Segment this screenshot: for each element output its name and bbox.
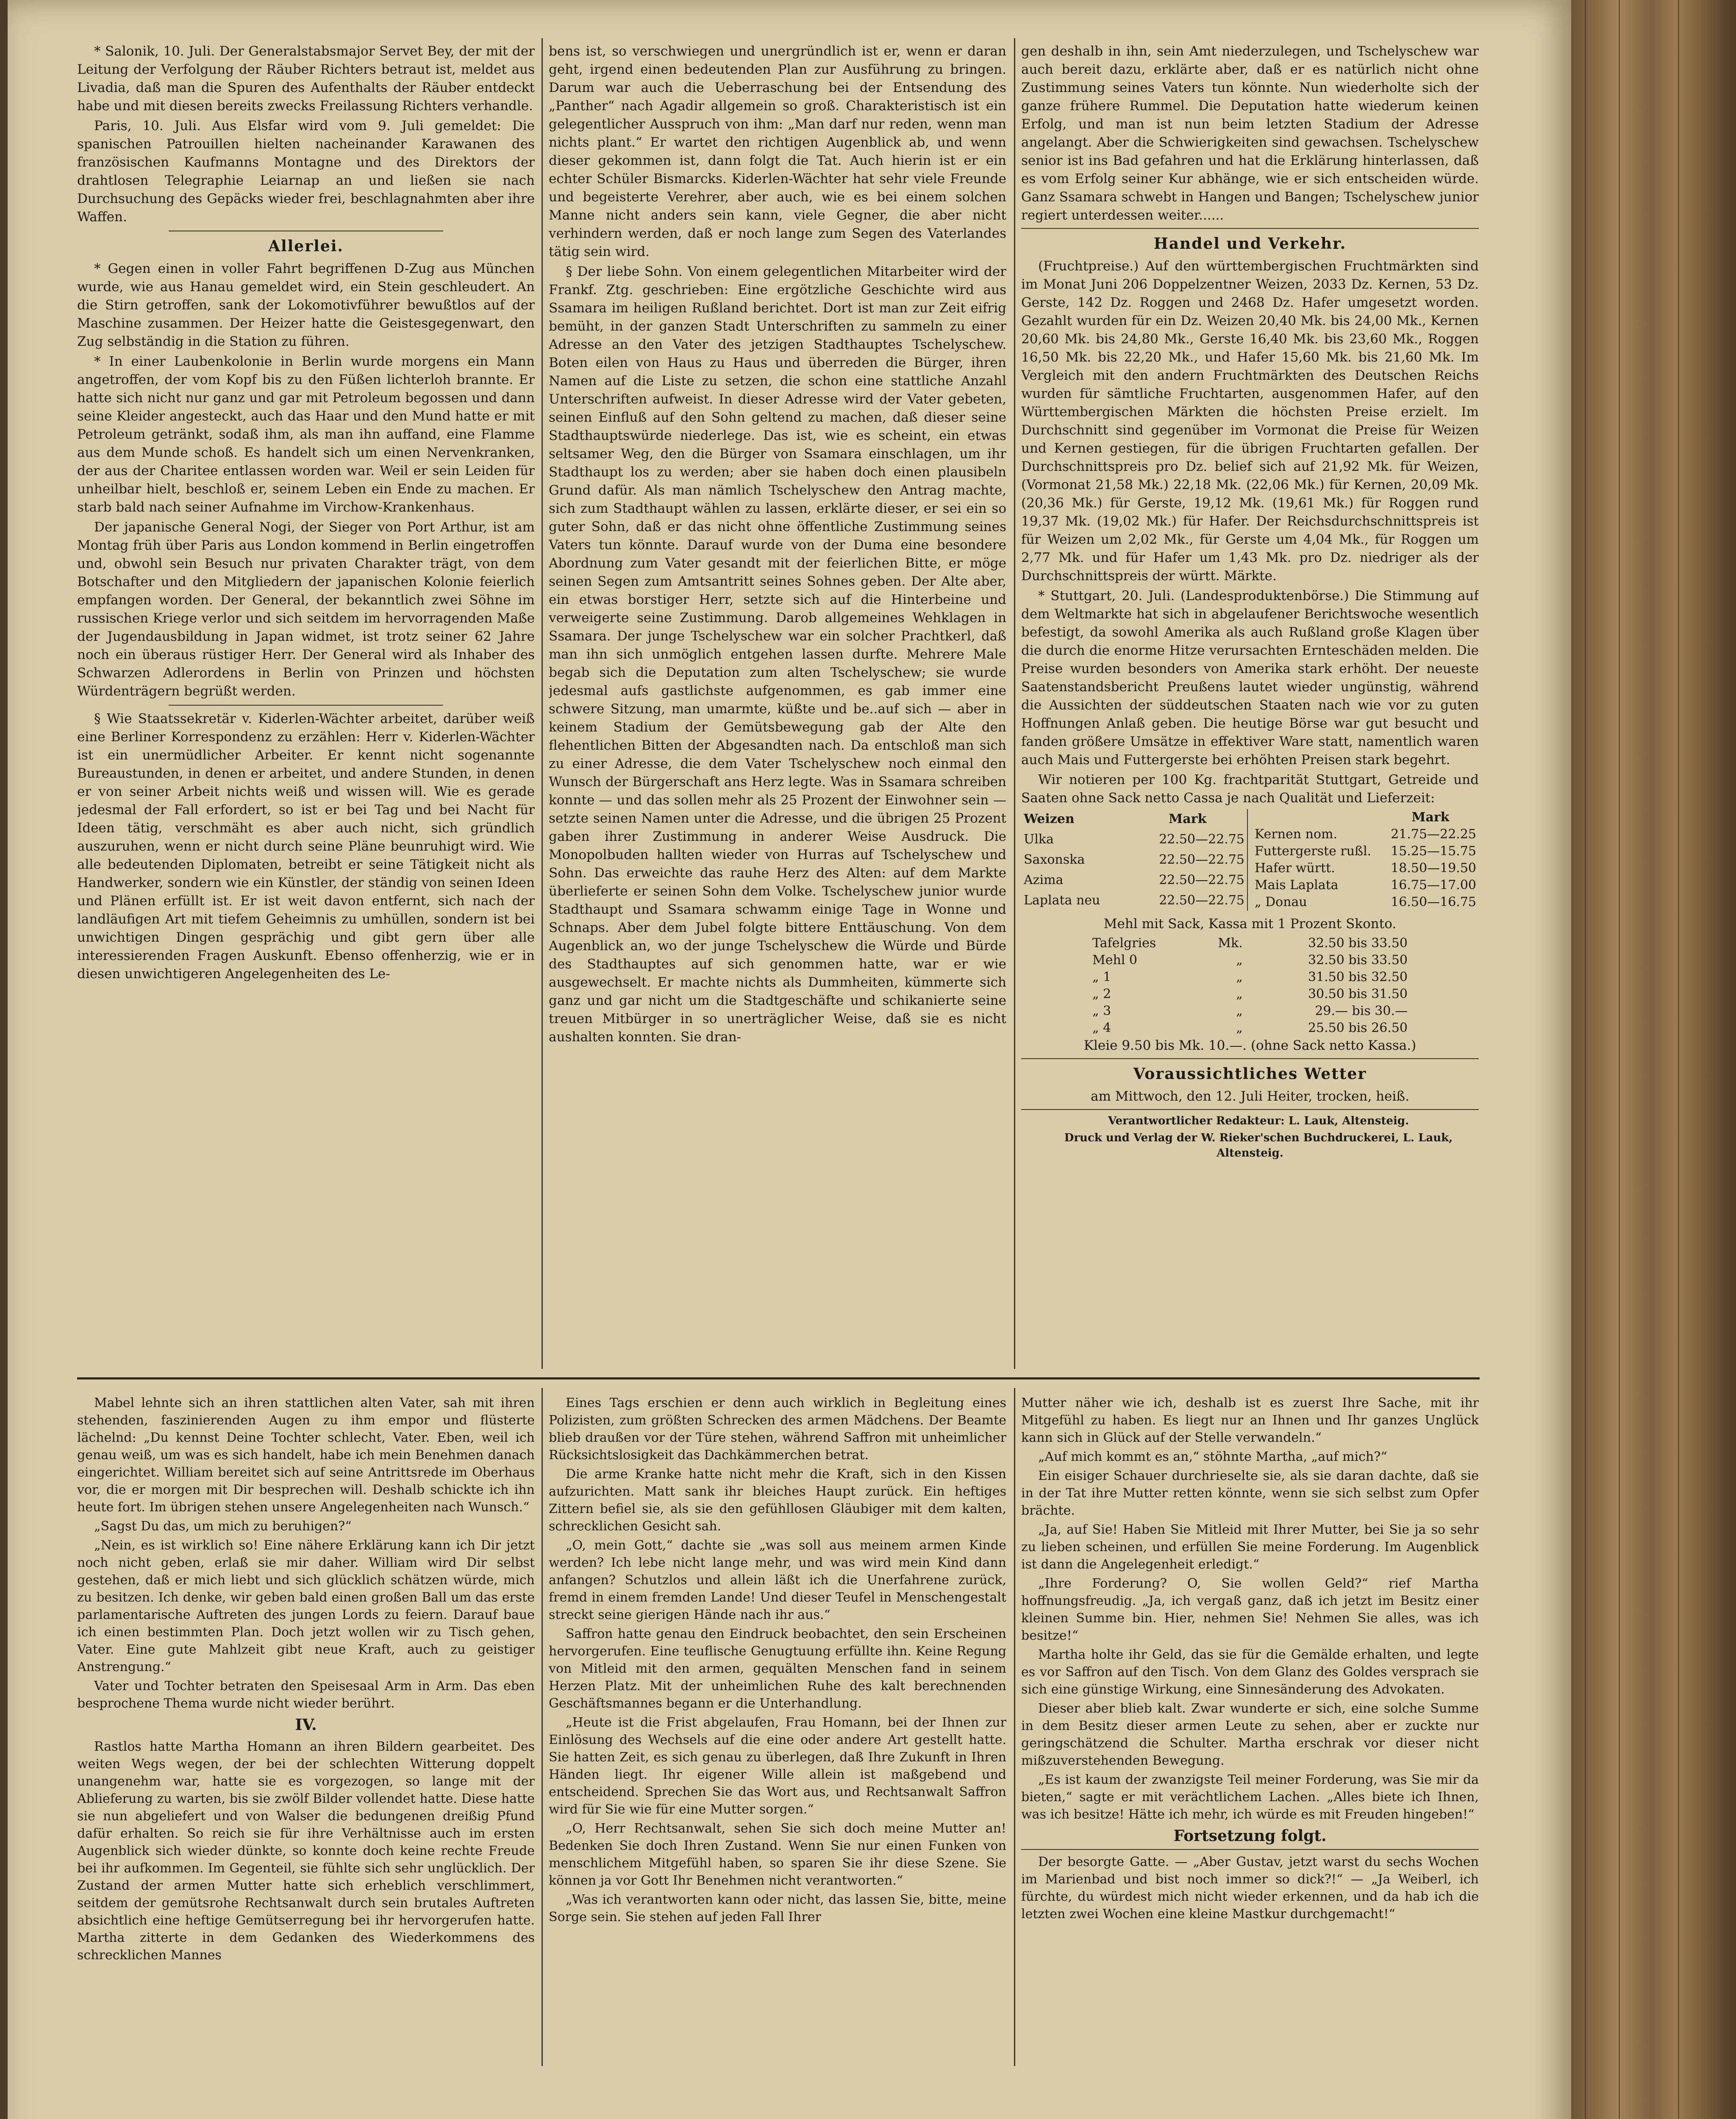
story-paragraph: „O, Herr Rechtsanwalt, sehen Sie sich doch meine Mutter an! Bedenken Sie doch Ihren Zustand. Wenn Sie nur einen Funken von menschlichem Mitgefühl haben, so sparen Sie ihr diese Szene. Sie können ja vor Gott Ihr Benehmen nicht verantworten.“	[549, 1821, 1006, 1888]
price-cell: 21.75—22.25	[1391, 827, 1476, 842]
price-cell: „	[1236, 1021, 1243, 1035]
price-cell: 22.50—22.75	[1159, 873, 1244, 887]
price-header-cell: Mark	[1169, 812, 1207, 826]
price-cell: Mehl 0	[1092, 953, 1138, 968]
article-kiderlen-continued: bens ist, so verschwiegen und unergründlich ist er, wenn er daran geht, irgend einen bedeutenden Plan zur Ausführung zu bringen. Darum war auch die Ueberraschung bei der Entsendung des „Panther“ nach Agadir allgemein so groß. Charakteristisch ist ein gelegentlicher Ausspruch von ihm: „Man darf nur reden, wenn man nichts plant.“ Er wartet den richtigen Augenblick ab, und wenn dieser gekommen ist, dann folgt die Tat. Auch hierin ist er ein echter Schüler Bismarcks. Kiderlen-Wächter hat sehr viele Freunde und begeisterte Verehrer, aber auch, wie es bei einem solchen Manne nicht anders sein kann, viele Gegner, die aber nicht verhindern werden, daß er noch lange zum Segen des Vaterlandes tätig sein wird.	[549, 44, 1006, 259]
price-table-other	[1252, 809, 1479, 911]
price-row	[1090, 969, 1410, 986]
price-row	[1021, 850, 1247, 870]
price-header	[1252, 809, 1479, 826]
stuttgart-boerse: * Stuttgart, 20. Juli. (Landesproduktenbörse.) Die Stimmung auf dem Weltmarkte hat sich in abgelaufener Berichtswoche wesentlich befestigt, da sowohl Amerika als auch Rußland große Klagen über die durch die enorme Hitze verursachten Ernteschäden melden. Die Preise wurden besonders von Amerika stark erhöht. Der neueste Saatenstandsbericht Preußens lautet wieder ungünstig, während die Aussichten der süddeutschen Staaten nach wie vor zu guten Hoffnungen Anlaß geben. Die heutige Börse war gut besucht und fanden größere Umsätze in effektiver Ware statt, namentlich waren auch Mais und Futtergerste bei erhöhten Preisen stark begehrt.	[1021, 588, 1479, 768]
upper-column-2	[549, 42, 1006, 1369]
feuilleton-column-2	[549, 1394, 1006, 2055]
story-paragraph: Mabel lehnte sich an ihren stattlichen alten Vater, sah mit ihren stehenden, faszinierenden Augen zu ihm empor und flüsterte lächelnd: „Du kennst Deine Tochter schlecht, Vater. Eben, weil ich genau weiß, um was es sich handelt, habe ich mein Benehmen danach eingerichtet. William bereitet sich auf seine Antrittsrede im Oberhaus vor, die er morgen mit Dir besprechen will. Deshalb schickte ich ihn heute fort. Im übrigen stehen unsere Angelegenheiten nach Wunsch.“	[77, 1396, 535, 1515]
price-cell: 22.50—22.75	[1159, 893, 1244, 908]
section-divider	[77, 1377, 1480, 1379]
story-paragraph: Die arme Kranke hatte nicht mehr die Kraft, sich in den Kissen aufzurichten. Matt sank ihr bleiches Haupt zurück. Ein heftiges Zittern befiel sie, als sie den gefühllosen Gläubiger mit dem kalten, schrecklichen Gesicht sah.	[549, 1467, 1006, 1534]
price-row	[1090, 1020, 1410, 1037]
price-cell: 31.50 bis 32.50	[1308, 970, 1408, 984]
column-rule	[1014, 38, 1015, 1369]
book-binding	[1568, 0, 1736, 2119]
price-row	[1090, 1003, 1410, 1020]
mehl-table	[1090, 935, 1410, 1037]
story-paragraph: Martha holte ihr Geld, das sie für die Gemälde erhalten, und legte es vor Saffron auf den Tisch. Von dem Glanz des Goldes versprach sie sich eine günstige Wirkung, eine Sinnesänderung des Advokaten.	[1021, 1647, 1479, 1697]
handel-heading: Handel und Verkehr.	[1153, 235, 1347, 253]
divider	[1021, 1058, 1479, 1059]
price-cell: „ Donau	[1255, 895, 1307, 909]
kleie-line: Kleie 9.50 bis Mk. 10.—. (ohne Sack netto Kassa.)	[1083, 1038, 1417, 1053]
price-cell: Ulka	[1024, 832, 1054, 847]
story-paragraph: Vater und Tochter betraten den Speisesaal Arm in Arm. Das eben besprochene Thema wurde nicht wieder berührt.	[77, 1679, 535, 1711]
price-cell: 15.25—15.75	[1391, 844, 1476, 859]
story-paragraph: „O, mein Gott,“ dachte sie „was soll aus meinem armen Kinde werden? Ich lebe nicht lange mehr, und was wird mein Kind dann anfangen? Schutzlos und allein läßt ich die Unerfahrene zurück, fremd in einem fremden Lande! Und dieser Teufel in Menschengestalt streckt seine gierigen Hände nach ihr aus.“	[549, 1538, 1006, 1622]
anecdote-gatte: Der besorgte Gatte. — „Aber Gustav, jetzt warst du sechs Wochen im Marienbad und bist noch immer so dick?!“ — „Ja Weiberl, ich fürchte, du würdest mich nicht wieder erkennen, und da hab ich die letzten zwei Wochen eine kleine Mastkur durchgemacht!“	[1021, 1855, 1479, 1922]
column-rule	[542, 1388, 543, 2066]
price-cell: 16.50—16.75	[1391, 895, 1476, 909]
price-row	[1090, 952, 1410, 969]
story-paragraph: „Es ist kaum der zwanzigste Teil meiner Forderung, was Sie mir da bieten,“ sagte er mit verächtlichem Lachen. „Alles biete ich Ihnen, was ich besitze! Hätte ich mehr, ich würde es mit Freuden hingeben!“	[1021, 1772, 1479, 1822]
column-rule	[542, 38, 543, 1369]
binding-edge	[1678, 0, 1679, 2119]
price-cell: 29.— bis 30.—	[1315, 1004, 1408, 1018]
story-paragraph: „Ja, auf Sie! Haben Sie Mitleid mit Ihrer Mutter, bei Sie ja so sehr zu lieben scheinen, und erfüllen Sie meine Forderung. Im Augenblick ist dann die Angelegenheit erledigt.“	[1021, 1522, 1479, 1572]
price-cell: 16.75—17.00	[1391, 878, 1476, 893]
chapter-number: IV.	[295, 1716, 317, 1734]
price-row	[1021, 870, 1247, 890]
price-cell: Mais Laplata	[1255, 878, 1339, 893]
story-paragraph: „Ihre Forderung? O, Sie wollen Geld?“ rief Martha hoffnungsfreudig. „Ja, ich vergaß ganz, daß ich jetzt im Besitz einer kleinen Summe bin. Hier, nehmen Sie! Nehmen Sie alles, was ich besitze!“	[1021, 1576, 1479, 1643]
allerlei-item: Der japanische General Nogi, der Sieger von Port Arthur, ist am Montag früh über Paris aus London kommend in Berlin eingetroffen und, obwohl sein Besuch nur privaten Charakter trägt, von dem Botschafter und den Mitgliedern der japanischen Kolonie feierlich empfangen worden. Der General, der bekanntlich zwei Söhne im russischen Kriege verlor und sich seitdem im hervorragenden Maße der Jugendausbildung in Japan widmet, ist trotz seiner 62 Jahre noch ein überaus rüstiger Herr. Der General wird als Inhaber des Schwarzen Adlerordens in Berlin von Prinzen und höchsten Würdenträgern begrüßt werden.	[77, 520, 535, 699]
price-table-weizen	[1021, 809, 1248, 911]
price-cell: 32.50 bis 33.50	[1308, 953, 1408, 968]
article-sohn-continued: gen deshalb in ihn, sein Amt niederzulegen, und Tschelyschew war auch bereit dazu, erklärte aber, daß er es natürlich nicht ohne Zustimmung seines Vaters tun könnte. Nun wiederholte sich der ganze frühere Rummel. Die Deputation hatte wiederum keinen Erfolg, und man ist nun beim letzten Stadium der Adresse angelangt. Aber die Schwierigkeiten sind gewachsen. Tschelyschew senior ist ins Bad gefahren und hat die Erklärung hinterlassen, daß es vom Erfolg seiner Kur abhänge, wie er sich entscheiden würde. Ganz Ssamara schwebt in Hangen und Bangen; Tschelyschew junior regiert unterdessen weiter......	[1021, 44, 1479, 223]
imprint-publisher: Druck und Verlag der W. Rieker'schen Buchdruckerei, L. Lauk, Altensteig.	[1064, 1132, 1453, 1160]
price-cell: „ 3	[1092, 1004, 1111, 1018]
divider	[1021, 228, 1479, 229]
story-paragraph: Mutter näher wie ich, deshalb ist es zuerst Ihre Sache, mit ihr Mitgefühl zu haben. Es liegt nur an Ihnen und Ihr ganzes Unglück kann sich in Glück auf der Stelle verwandeln.“	[1021, 1396, 1479, 1445]
story-paragraph: Saffron hatte genau den Eindruck beobachtet, den sein Erscheinen hervorgerufen. Eine teuflische Genugtuung erfüllte ihn. Keine Regung von Mitleid mit den armen, gequälten Menschen fand in seinem Herzen Platz. Mit der unheimlichen Ruhe des kalt berechnenden Geschäftsmannes begann er die Unterhandlung.	[549, 1627, 1006, 1711]
price-cell: 18.50—19.50	[1391, 861, 1476, 876]
price-cell: „ 1	[1092, 970, 1111, 984]
feuilleton-column-1	[77, 1394, 535, 2055]
column-rule	[1014, 1388, 1015, 2066]
price-cell: Saxonska	[1024, 852, 1085, 867]
news-salonik: * Salonik, 10. Juli. Der Generalstabsmajor Servet Bey, der mit der Leitung der Verfolgung der Räuber Richters betraut ist, meldet aus Livadia, daß man die Spuren des Aufenthalts der Räuber entdeckt habe und mit diesen bereits zwecks Freilassung Richters verhandle.	[77, 44, 535, 114]
fortsetzung-folgt: Fortsetzung folgt.	[1173, 1827, 1327, 1845]
price-cell: 30.50 bis 31.50	[1308, 987, 1408, 1001]
price-row	[1252, 877, 1479, 894]
price-cell: „ 4	[1092, 1021, 1111, 1035]
mehl-line: Mehl mit Sack, Kassa mit 1 Prozent Skonto.	[1103, 916, 1397, 932]
price-cell: Futtergerste rußl.	[1255, 844, 1372, 859]
price-cell: 22.50—22.75	[1159, 852, 1244, 867]
price-row	[1252, 894, 1479, 911]
price-row	[1252, 843, 1479, 860]
allerlei-item: * Gegen einen in voller Fahrt begriffenen D-Zug aus München wurde, wie aus Hanau gemeldet wird, ein Stein geschleudert. An die Stirn getroffen, sank der Lokomotivführer bewußtlos auf der Maschine zusammen. Der Heizer hatte die Geistesgegenwart, den Zug selbständig in die Station zu führen.	[77, 261, 535, 349]
price-cell: Mk.	[1218, 936, 1243, 951]
price-cell: 25.50 bis 26.50	[1308, 1021, 1408, 1035]
upper-column-3	[1021, 42, 1479, 1369]
news-paris: Paris, 10. Juli. Aus Elsfar wird vom 9. Juli gemeldet: Die spanischen Patrouillen hielten nacheinander Karawanen des französischen Kaufmanns Montagne und des Direktors der drahtlosen Telegraphie Leiarnap an und ließen sie nach Durchsuchung des Gepäcks wieder frei, beschlagnahmten aber ihre Waffen.	[77, 118, 535, 225]
allerlei-heading: Allerlei.	[268, 237, 344, 255]
story-paragraph: „Nein, es ist wirklich so! Eine nähere Erklärung kann ich Dir jetzt noch nicht geben, erlaß sie mir daher. William wird Dir selbst gestehen, daß er mich liebt und sich glücklich schätzen würde, mich zu besitzen. Ich denke, wir geben bald einen großen Ball um das erste parlamentarische Auftreten des jungen Lords zu feiern. Darauf baue ich einen bestimmten Plan. Doch jetzt wollen wir zu Tisch gehen, Vater. Eine gute Mahlzeit gibt neue Kraft, auch zu geistiger Anstrengung.“	[77, 1538, 535, 1674]
price-header-cell	[1252, 809, 1382, 826]
price-cell: Hafer württ.	[1255, 861, 1335, 876]
price-cell: Tafelgries	[1092, 936, 1156, 951]
divider	[1021, 1849, 1479, 1850]
price-header	[1021, 809, 1247, 829]
story-paragraph: „Auf mich kommt es an,“ stöhnte Martha, „auf mich?“	[1038, 1449, 1387, 1464]
price-row	[1252, 860, 1479, 877]
price-cell: 22.50—22.75	[1159, 832, 1244, 847]
feuilleton-column-3	[1021, 1394, 1479, 2055]
price-cell: Kernen nom.	[1255, 827, 1337, 842]
story-paragraph: Eines Tags erschien er denn auch wirklich in Begleitung eines Polizisten, zum größten Schrecken des armen Mädchens. Der Beamte blieb draußen vor der Türe stehen, während Saffron mit unheimlicher Rücksichtslosigkeit das Dachkämmerchen betrat.	[549, 1396, 1006, 1463]
divider	[1021, 1109, 1479, 1110]
price-tables	[1021, 809, 1479, 911]
story-paragraph: Ein eisiger Schauer durchrieselte sie, als sie daran dachte, daß sie in der Tat ihre Mutter retten könnte, wenn sie sich selbst zum Opfer brächte.	[1021, 1468, 1479, 1518]
story-paragraph: „Was ich verantworten kann oder nicht, das lassen Sie, bitte, meine Sorge sein. Sie stehen auf jeden Fall Ihrer	[549, 1892, 1006, 1924]
article-der-liebe-sohn: § Der liebe Sohn. Von einem gelegentlichen Mitarbeiter wird der Frankf. Ztg. geschrieben: Eine ergötzliche Geschichte wird aus Ssamara im heiligen Rußland berichtet. Dort ist man zur Zeit eifrig bemüht, in der ganzen Stadt Unterschriften zu sammeln zu einer Adresse an den Vater des jetzigen Stadthauptes Tschelyschew. Boten eilen von Haus zu Haus und überreden die Bürger, ihren Namen auf die Liste zu setzen, die schon eine stattliche Anzahl Unterschriften aufweist. In dieser Adresse wird der Vater gebeten, seinen Einfluß auf den Sohn geltend zu machen, daß dieser seine Stadthauptswürde niederlege. Das ist, wie es scheint, ein etwas seltsamer Weg, den die Bürger von Ssamara einschlagen, um ihr Stadthaupt los zu werden; aber sie haben doch einen plausibeln Grund dafür. Als man nämlich Tschelyschew den Antrag machte, sich zum Stadthaupt wählen zu lassen, erklärte dieser, er sei ein so guter Sohn, daß er das nicht ohne öffentliche Zustimmung seines Vaters tun könnte. Darauf wurde von der Duma eine besondere Abordnung zum Vater gesandt mit der feierlichen Bitte, er möge seinen Segen zum Amtsantritt seines Sohnes geben. Der Alte aber, ein etwas borstiger Herr, setzte sich auf die Hinterbeine und verweigerte seine Zustimmung. Darob allgemeines Wehklagen in Ssamara. Der junge Tschelyschew war ein solcher Prachtkerl, daß man ihn sich unmöglich entgehen lassen durfte. Mehrere Male begab sich die Deputation zum alten Tschelyschew; sie wurde jedesmal aufs gastlichste aufgenommen, es gab immer eine schwere Sitzung, man umarmte, küßte und be..auf sich — aber in keinem Stadium der Gemütsbewegung gab der Alte den flehentlichen Bitten der Abgesandten nach. Da entschloß man sich zu einer Adresse, die dem Vater Tschelyschew noch einmal den Wunsch der Bürgerschaft ans Herz legte. Was in Ssamara schreiben konnte — und das sollen mehr als 25 Prozent der Einwohner sein — setzte seinen Namen unter die Adresse, und die übrigen 25 Prozent gaben ihrer Zustimmung in anderer Weise Ausdruck. Die Monopolbuden hallten wieder von Hurras auf Tschelyschew und Sohn. Das erweichte das rauhe Herz des Alten: auf dem Markte überlieferte er seinen Sohn dem Volke. Tschelyschew junior wurde Stadthaupt und Ssamara schwamm einige Tage in Wonne und Schnaps. Aber dem Jubel folgte bittere Enttäuschung. Von dem Augenblick an, wo der junge Tschelyschew die Würde und Bürde des Stadthauptes auf sich genommen hatte, war er wie ausgewechselt. Er machte nichts als Dummheiten, kümmerte sich ganz und gar nicht um die Stadtgeschäfte und schikanierte seine treuen Mitbürger in so unerträglicher Weise, daß sie es nicht aushalten konnten. Sie dran-	[549, 264, 1006, 1045]
article-kiderlen: § Wie Staatssekretär v. Kiderlen-Wächter arbeitet, darüber weiß eine Berliner Korrespondenz zu erzählen: Herr v. Kiderlen-Wächter ist ein unermüdlicher Arbeiter. Er kennt nicht sogenannte Bureaustunden, in denen er arbeitet, und andere Stunden, in denen er von seiner Arbeit nichts weiß und wissen will. Wie es gerade jedesmal der Fall erfordert, so ist er bei Tag und bei Nacht für Ideen tätig, verschmäht es aber auch nicht, sich gründlich auszuruhen, wenn er nicht durch seine Pläne beunruhigt wird. Wie alle bedeutenden Diplomaten, betreibt er seine Tätigkeit nicht als Handwerker, sondern wie ein Künstler, der ständig von seinen Ideen und Plänen erfüllt ist. Er ist weit davon entfernt, sich nach der landläufigen Art mit tiefem Geheimnis zu umhüllen, sondern ist bei unwichtigen Dingen gesprächig und gibt gern über alle interessierenden Fragen Auskunft. Ebenso offenherzig, wie er in diesen unwichtigeren Angelegenheiten des Le-	[77, 711, 535, 982]
allerlei-item: * In einer Laubenkolonie in Berlin wurde morgens ein Mann angetroffen, der vom Kopf bis zu den Füßen lichterloh brannte. Er hatte sich nicht nur ganz und gar mit Petroleum begossen und dann seine Kleider angesteckt, auch das Haar und den Mund hatte er mit Petroleum getränkt, sodaß ihm, als man ihn auffand, eine Flamme aus dem Munde schoß. Es handelt sich um einen Nervenkranken, der aus der Charitee entlassen worden war. Weil er sein Leiden für unheilbar hielt, beschloß er, seinem Leben ein Ende zu machen. Er starb bald nach seiner Aufnahme im Virchow-Krankenhaus.	[77, 354, 535, 515]
price-cell: „ 2	[1092, 987, 1111, 1001]
price-cell: Laplata neu	[1024, 893, 1100, 908]
story-paragraph: Rastlos hatte Martha Homann an ihren Bildern gearbeitet. Des weiten Wegs wegen, der bei der schlechten Witterung doppelt unangenehm war, hatte sie es vorgezogen, so lange mit der Ablieferung zu warten, bis sie zwölf Bilder vollendet hatte. Diese hatte sie nun abgeliefert und von Walser die bedungenen dreißig Pfund dafür erhalten. So reich sie für ihre Verhältnisse auch im ersten Augenblick sich wieder dünkte, so konnte doch keine rechte Freude bei ihr aufkommen. Im Gegenteil, sie fühlte sich sehr unglücklich. Der Zustand der armen Mutter hatte sich erheblich verschlimmert, seitdem der gemütsrohe Rechtsanwalt durch sein brutales Auftreten absichtlich eine heftige Gemütserregung bei ihr hervorgerufen hatte. Martha zitterte in dem Gedanken des Wiederkommens des schrecklichen Mannes	[77, 1739, 535, 1963]
price-cell: „	[1236, 953, 1243, 968]
imprint-editor: Verantwortlicher Redakteur: L. Lauk, Altensteig.	[1108, 1115, 1409, 1127]
wetter-text: am Mittwoch, den 12. Juli Heiter, trocken, heiß.	[1091, 1089, 1409, 1104]
price-cell: 32.50 bis 33.50	[1308, 936, 1408, 951]
price-row	[1252, 826, 1479, 843]
story-paragraph: Dieser aber blieb kalt. Zwar wunderte er sich, eine solche Summe in dem Besitz dieser armen Leute zu sehen, aber er zuckte nur geringschätzend die Schulter. Martha erschrak vor dieser nicht mißzuverstehenden Bewegung.	[1021, 1701, 1479, 1768]
price-header-cell: Weizen	[1024, 812, 1075, 826]
price-cell: Azima	[1024, 873, 1064, 887]
price-row	[1021, 829, 1247, 850]
binding-edge	[1585, 0, 1586, 2119]
price-cell: „	[1236, 970, 1243, 984]
price-row	[1090, 986, 1410, 1003]
divider	[169, 705, 443, 706]
binding-edge	[1619, 0, 1620, 2119]
price-row	[1021, 890, 1247, 911]
price-cell: „	[1236, 1004, 1243, 1018]
price-row	[1090, 935, 1410, 952]
fruchtpreise: (Fruchtpreise.) Auf den württembergischen Fruchtmärkten sind im Monat Juni 206 Doppelzentner Weizen, 2033 Dz. Kernen, 53 Dz. Gerste, 142 Dz. Roggen und 2468 Dz. Hafer umgesetzt worden. Gezahlt wurden für ein Dz. Weizen 20,40 Mk. bis 24,00 Mk., Kernen 20,60 Mk. bis 24,80 Mk., Gerste 16,40 Mk. bis 23,60 Mk., Roggen 16,50 Mk. bis 22,20 Mk., und Hafer 15,60 Mk. bis 21,60 Mk. Im Vergleich mit den andern Fruchtmärkten des Deutschen Reichs wurden für sämtliche Fruchtarten, ausgenommen Hafer, auf den Württembergischen Märkten die höchsten Preise erzielt. Im Durchschnitt sind gegenüber im Vormonat die Preise für Weizen und Kernen gestiegen, für die übrigen Fruchtarten gefallen. Der Durchschnittspreis pro Dz. belief sich auf 21,92 Mk. für Weizen, (Vormonat 21,58 Mk.) 22,18 Mk. (22,06 Mk.) für Kernen, 20,09 Mk. (20,36 Mk.) für Gerste, 19,12 Mk. (19,61 Mk.) für Roggen rund 19,37 Mk. (19,02 Mk.) für Hafer. Der Reichsdurchschnittspreis ist für Weizen um 2,02 Mk., für Gerste um 4,04 Mk., für Roggen um 2,77 Mk. und für Hafer um 1,43 Mk. pro Dz. niedriger als der Durchschnittspreis der württ. Märkte.	[1021, 259, 1479, 584]
upper-column-1	[77, 42, 535, 1369]
price-header-cell: Mark	[1411, 810, 1450, 825]
wetter-heading: Voraussichtliches Wetter	[1133, 1065, 1367, 1083]
story-paragraph: „Sagst Du das, um mich zu beruhigen?“	[94, 1519, 352, 1534]
price-cell: „	[1236, 987, 1243, 1001]
notierung: Wir notieren per 100 Kg. frachtparität Stuttgart, Getreide und Saaten ohne Sack netto Cassa je nach Qualität und Lieferzeit:	[1021, 772, 1479, 806]
story-paragraph: „Heute ist die Frist abgelaufen, Frau Homann, bei der Ihnen zur Einlösung des Wechsels auf die eine oder andere Art gestellt hatte. Sie hatten Zeit, es sich genau zu überlegen, daß Ihre Zukunft in Ihren Händen liegt. Ihr eigener Wille allein ist maßgebend und entscheidend. Sprechen Sie das Wort aus, und Rechtsanwalt Saffron wird für Sie wie für eine Mutter sorgen.“	[549, 1715, 1006, 1817]
